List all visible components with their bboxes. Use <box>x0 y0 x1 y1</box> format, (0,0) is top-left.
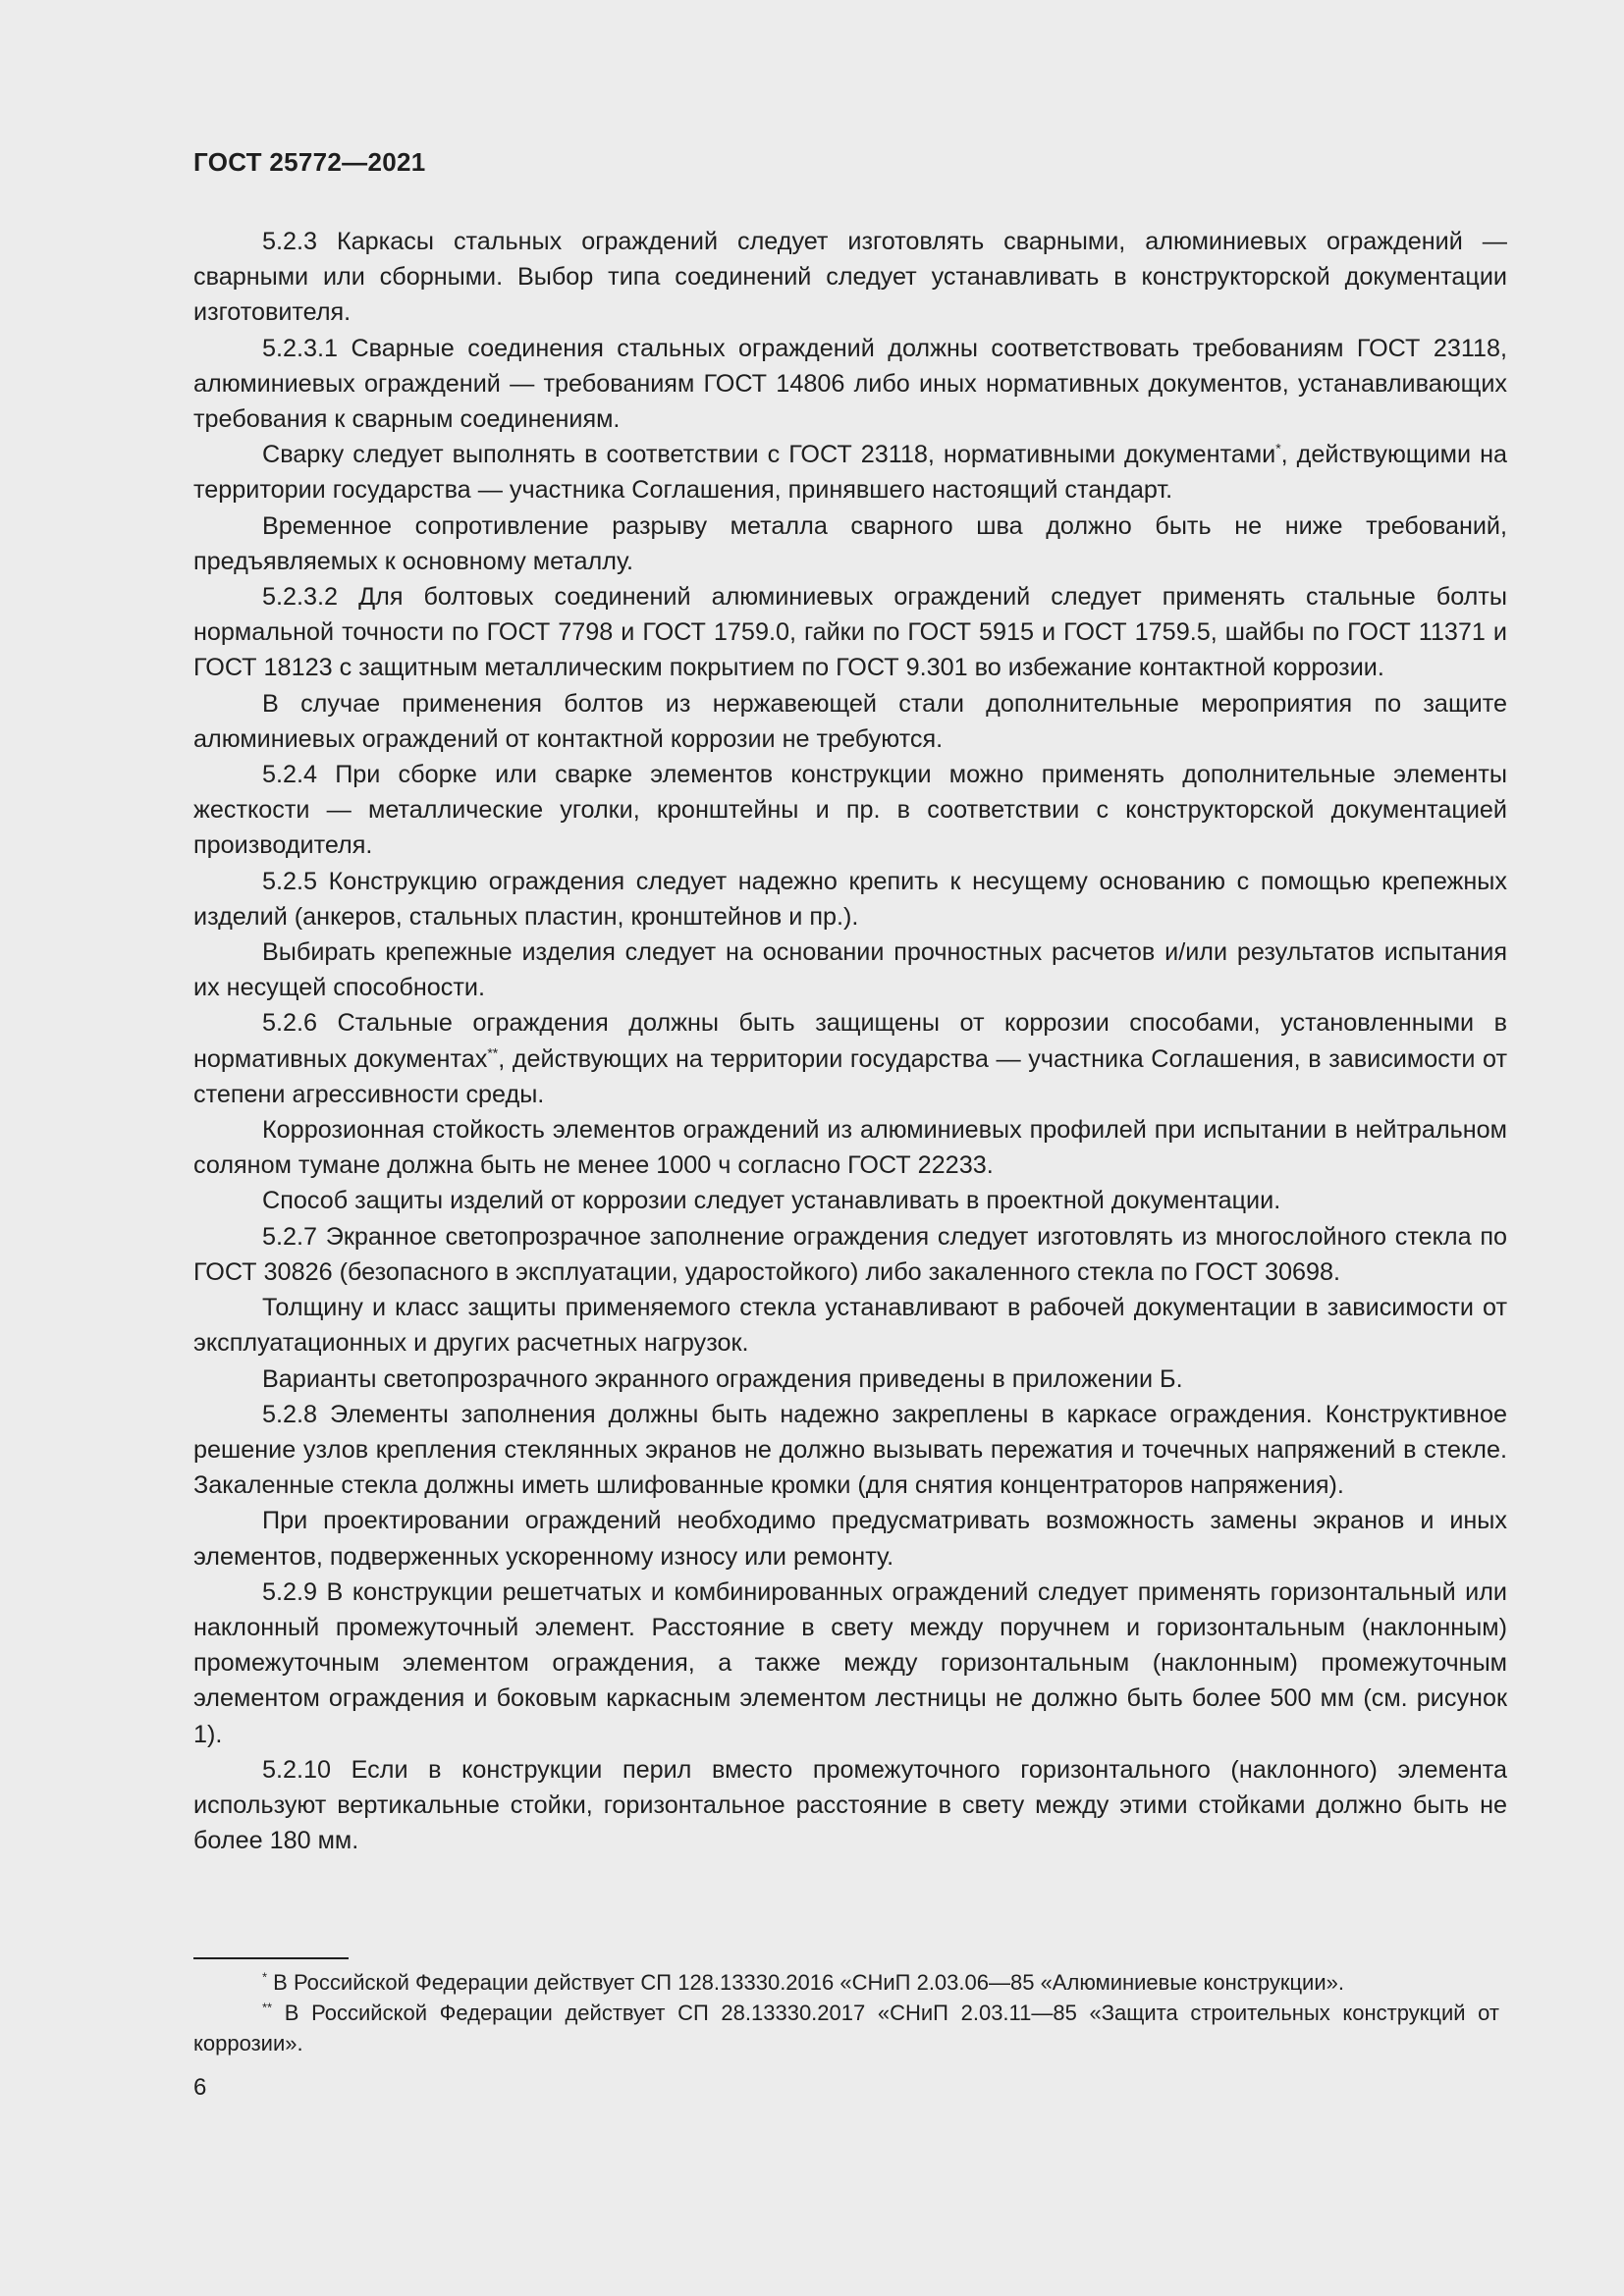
footnote-2 <box>193 1998 1499 2058</box>
paragraph-glass-variants: Варианты светопрозрачного экранного ограждения приведены в приложении Б. <box>262 1364 1183 1393</box>
paragraph-5-2-9: 5.2.9 В конструкции решетчатых и комбинированных ограждений следует применять горизонтальный или наклонный промежуточный элемент. Расстояние в свету между поручнем и горизонтальным (наклонным) промежуточным элементом ограждения, а также между горизонтальным (наклонным) промежуточным элементом ограждения и боковым каркасным элементом лестницы не должно быть более 500 мм (см. рисунок 1). <box>193 1577 1507 1748</box>
paragraph-5-2-3-2: 5.2.3.2 Для болтовых соединений алюминиевых ограждений следует применять стальные болты нормальной точности по ГОСТ 7798 и ГОСТ 1759.0, гайки по ГОСТ 5915 и ГОСТ 1759.5, шайбы по ГОСТ 11371 и ГОСТ 18123 с защитным металлическим покрытием по ГОСТ 9.301 во избежание контактной коррозии. <box>193 583 1507 682</box>
footnote-1 <box>193 1967 1499 1998</box>
footnote-mark: ** <box>262 2000 273 2015</box>
paragraph-5-2-10: 5.2.10 Если в конструкции перил вместо промежуточного горизонтального (наклонного) элемента используют вертикальные стойки, горизонтальное расстояние в свету между этими стойками должно быть не более 180 мм. <box>193 1755 1507 1855</box>
paragraph-text: Сварку следует выполнять в соответствии с ГОСТ 23118, нормативными документами <box>262 441 1276 469</box>
footnotes <box>193 1967 1499 2058</box>
paragraph-replacement: При проектировании ограждений необходимо предусматривать возможность замены экранов и иных элементов, подверженных ускоренному износу или ремонту. <box>193 1507 1507 1571</box>
paragraph-stainless-bolts: В случае применения болтов из нержавеющей стали дополнительные мероприятия по защите алюминиевых ограждений от контактной коррозии не требуются. <box>193 689 1507 753</box>
paragraph-5-2-5: 5.2.5 Конструкцию ограждения следует надежно крепить к несущему основанию с помощью крепежных изделий (анкеров, стальных пластин, кронштейнов и пр.). <box>193 867 1507 931</box>
body-text <box>193 224 1507 1858</box>
paragraph-glass-thickness: Толщину и класс защиты применяемого стекла устанавливают в рабочей документации в зависимости от эксплуатационных и других расчетных нагрузок. <box>193 1294 1507 1358</box>
paragraph-text: 5.2.6 Стальные ограждения должны быть защищены от коррозии способами, установленными в нормативных документах <box>193 1009 1507 1073</box>
page-number: 6 <box>193 2074 207 2101</box>
footnote-text: В Российской Федерации действует СП 128.13330.2016 «СНиП 2.03.06—85 «Алюминиевые конструкции». <box>267 1970 1344 1995</box>
paragraph-welding <box>193 437 1507 507</box>
paragraph-protection-method: Способ защиты изделий от коррозии следует устанавливать в проектной документации. <box>262 1187 1281 1215</box>
paragraph-5-2-7: 5.2.7 Экранное светопрозрачное заполнение ограждения следует изготовлять из многослойного стекла по ГОСТ 30826 (безопасного в эксплуатации, ударостойкого) либо закаленного стекла по ГОСТ 30698. <box>193 1222 1507 1286</box>
paragraph-tensile-strength: Временное сопротивление разрыву металла сварного шва должно быть не ниже требований, предъявляемых к основному металлу. <box>193 511 1507 575</box>
paragraph-corrosion-resistance: Коррозионная стойкость элементов ограждений из алюминиевых профилей при испытании в нейтральном соляном тумане должна быть не менее 1000 ч согласно ГОСТ 22233. <box>193 1116 1507 1180</box>
document-header: ГОСТ 25772—2021 <box>193 147 426 177</box>
paragraph-5-2-3: 5.2.3 Каркасы стальных ограждений следует изготовлять сварными, алюминиевых ограждений — сварными или сборными. Выбор типа соединений следует устанавливать в конструкторской документации изготовителя. <box>193 228 1507 327</box>
footnote-mark: * <box>262 1969 268 1985</box>
paragraph-5-2-6 <box>193 1005 1507 1112</box>
paragraph-5-2-4: 5.2.4 При сборке или сварке элементов конструкции можно применять дополнительные элементы жесткости — металлические уголки, кронштейны и пр. в соответствии с конструкторской документацией производителя. <box>193 761 1507 860</box>
paragraph-text-continued: , действующих на территории государства — участника Соглашения, в зависимости от степени агрессивности среды. <box>193 1044 1507 1108</box>
paragraph-5-2-3-1: 5.2.3.1 Сварные соединения стальных ограждений должны соответствовать требованиям ГОСТ 23118, алюминиевых ограждений — требованиям ГОСТ 14806 либо иных нормативных документов, устанавливающих требования к сварным соединениям. <box>193 334 1507 434</box>
footnote-text: В Российской Федерации действует СП 28.13330.2017 «СНиП 2.03.11—85 «Защита строительных конструкций от коррозии». <box>193 2001 1499 2056</box>
footnote-divider <box>193 1957 349 1959</box>
footnote-ref: ** <box>487 1044 499 1061</box>
paragraph-fasteners: Выбирать крепежные изделия следует на основании прочностных расчетов и/или результатов испытания их несущей способности. <box>193 938 1507 1002</box>
paragraph-text-continued: , действующими на территории государства — участника Соглашения, принявшего настоящий стандарт. <box>193 441 1507 505</box>
footnote-ref: * <box>1275 440 1281 456</box>
paragraph-5-2-8: 5.2.8 Элементы заполнения должны быть надежно закреплены в каркасе ограждения. Конструктивное решение узлов крепления стеклянных экранов не должно вызывать пережатия и точечных напряжений в стекле. Закаленные стекла должны иметь шлифованные кромки (для снятия концентраторов напряжения). <box>193 1400 1507 1500</box>
